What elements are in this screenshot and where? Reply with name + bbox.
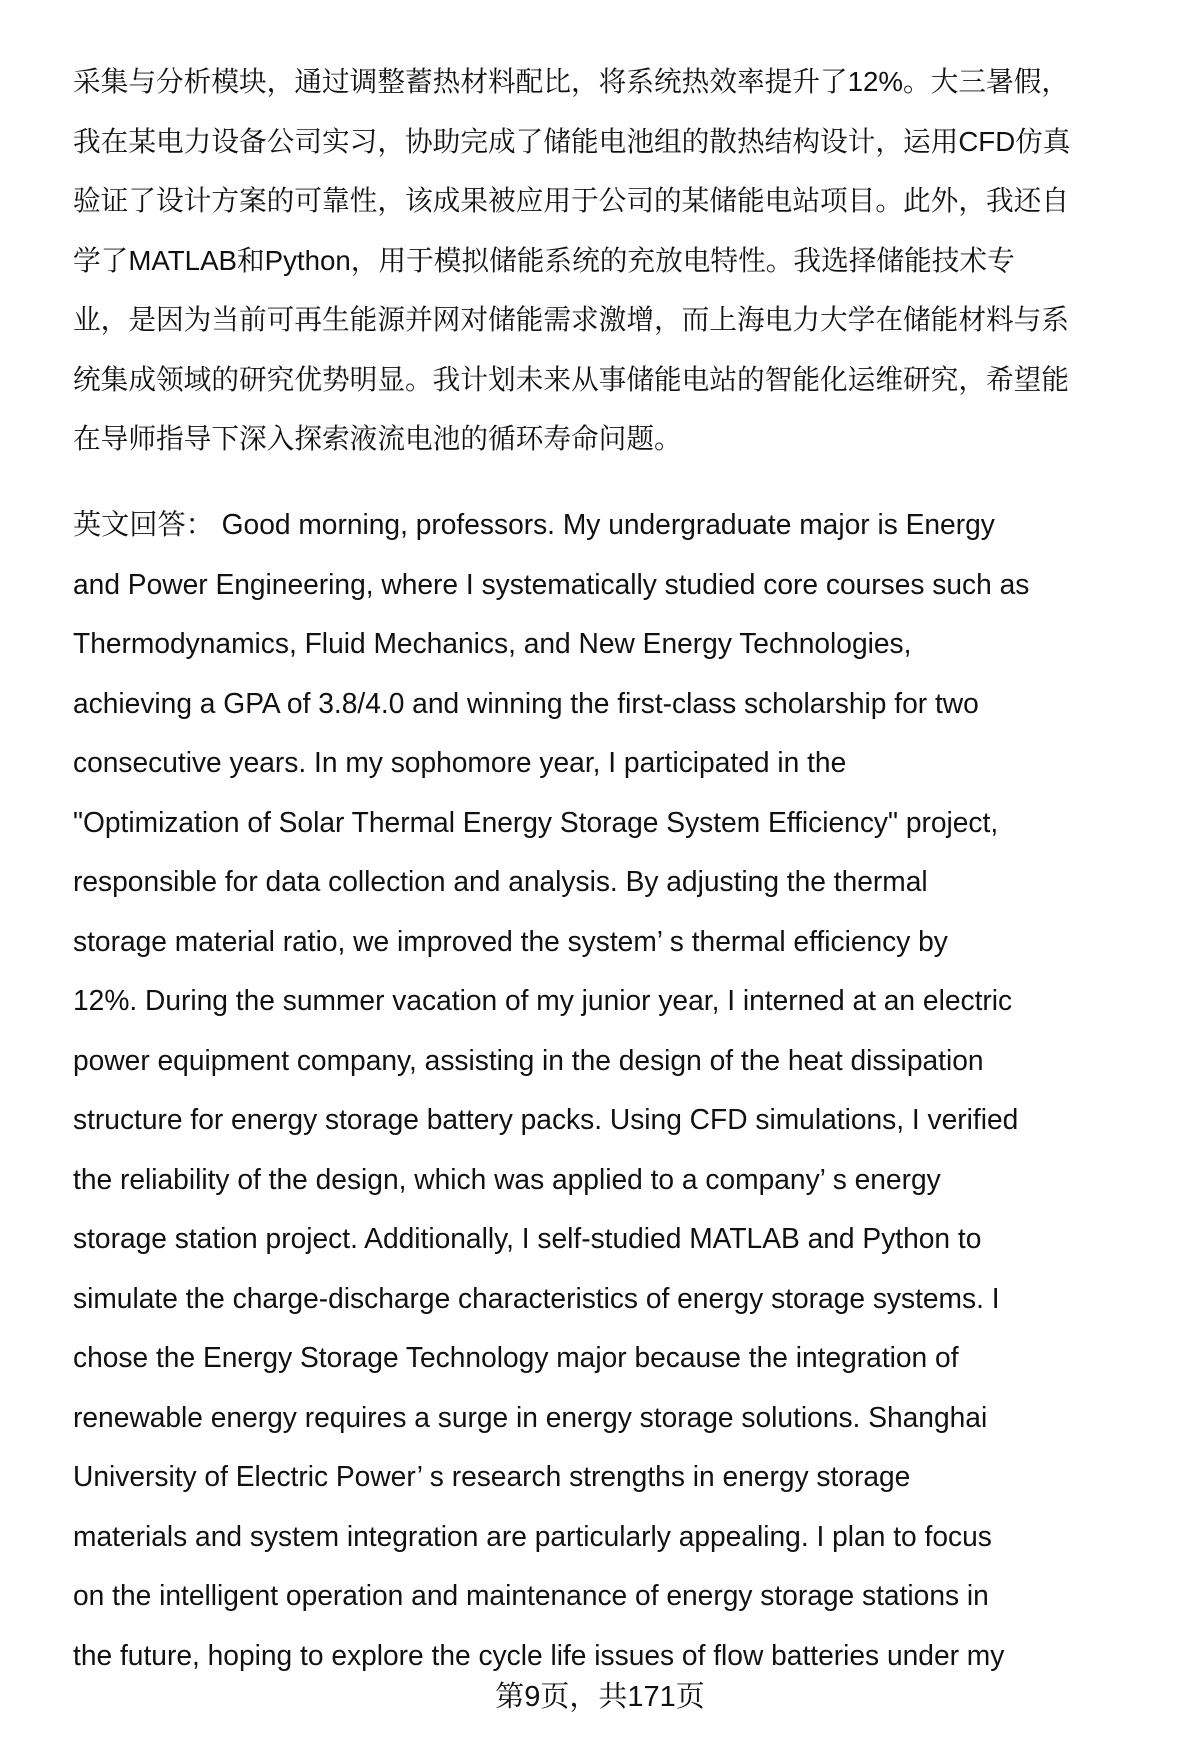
text-line: 12%. During the summer vacation of my junior year, I interned at an electric (73, 985, 1013, 1017)
text-line: the future, hoping to explore the cycle life issues of flow batteries under my (73, 1639, 1005, 1672)
text-line: 业，是因为当前可再生能源并网对储能需求激增，而上海电力大学在储能材料与系 (73, 304, 1069, 335)
text-line: 在导师指导下深入探索液流电池的循环寿命问题。 (73, 423, 682, 454)
text-line: and Power Engineering, where I systematically studied core courses such as (73, 568, 1030, 601)
text-line: the reliability of the design, which was applied to a company’ s energy (73, 1163, 941, 1196)
text-line: 我在某电力设备公司实习，协助完成了储能电池组的散热结构设计，运用CFD仿真 (73, 125, 1071, 157)
text-line: responsible for data collection and analysis. By adjusting the thermal (73, 866, 928, 898)
text-line: simulate the charge-discharge characteristics of energy storage systems. I (73, 1282, 1000, 1315)
text-line: 英文回答： Good morning, professors. My undergraduate major is Energy (73, 509, 995, 541)
text-line: 学了MATLAB和Python，用于模拟储能系统的充放电特性。我选择储能技术专 (73, 244, 1015, 276)
text-line: University of Electric Power’ s research strengths in energy storage (73, 1461, 911, 1493)
english-answer-paragraph (73, 496, 1163, 1686)
text-line: structure for energy storage battery packs. Using CFD simulations, I verified (73, 1104, 1019, 1136)
text-line: chose the Energy Storage Technology major because the integration of (73, 1342, 959, 1374)
text-line: 统集成领域的研究优势明显。我计划未来从事储能电站的智能化运维研究，希望能 (73, 363, 1069, 395)
text-line: "Optimization of Solar Thermal Energy Storage System Efficiency" project, (73, 806, 999, 839)
chinese-answer-paragraph (73, 52, 1163, 469)
text-line: renewable energy requires a surge in energy storage solutions. Shanghai (73, 1401, 988, 1434)
text-line: storage material ratio, we improved the system’ s thermal efficiency by (73, 925, 948, 958)
text-line: 采集与分析模块，通过调整蓄热材料配比，将系统热效率提升了12%。大三暑假， (73, 66, 1070, 97)
text-line: Thermodynamics, Fluid Mechanics, and New Energy Technologies, (73, 628, 912, 660)
text-line: 验证了设计方案的可靠性，该成果被应用于公司的某储能电站项目。此外，我还自 (73, 185, 1069, 216)
text-line: storage station project. Additionally, I self-studied MATLAB and Python to (73, 1223, 982, 1255)
text-line: achieving a GPA of 3.8/4.0 and winning the first-class scholarship for two (73, 687, 979, 720)
text-line: power equipment company, assisting in the design of the heat dissipation (73, 1044, 984, 1077)
text-line: materials and system integration are particularly appealing. I plan to focus (73, 1520, 992, 1553)
page-number-footer: 第9页，共171页 (495, 1681, 705, 1713)
text-line: consecutive years. In my sophomore year, I participated in the (73, 747, 847, 779)
text-line: on the intelligent operation and maintenance of energy storage stations in (73, 1580, 989, 1612)
